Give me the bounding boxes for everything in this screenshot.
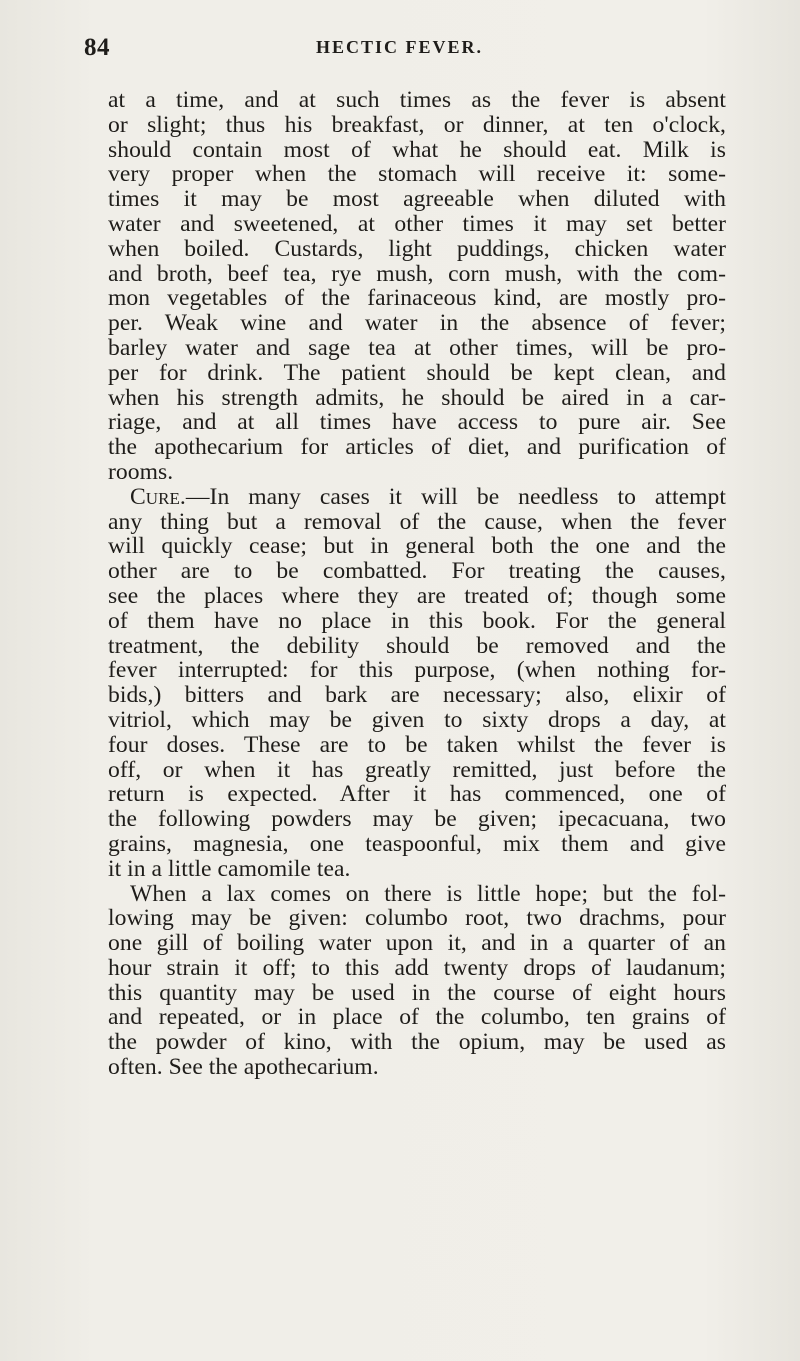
text-line: when his strength admits, he should be aired in a car- [108, 384, 726, 411]
text-line: water and sweetened, at other times it may set better [108, 210, 726, 237]
paragraph-cure [108, 485, 726, 882]
text-line: riage, and at all times have access to pure air. See [108, 409, 726, 436]
text-line: treatment, the debility should be removed and the [108, 632, 726, 659]
text-line: any thing but a removal of the cause, when the fever [108, 508, 726, 535]
cure-intro: —In many cases it will be needless to attempt [185, 483, 726, 510]
text-line: and broth, beef tea, rye mush, corn mush, with the com- [108, 260, 726, 287]
text-line: four doses. These are to be taken whilst the fever is [108, 731, 726, 758]
text-line: lowing may be given: columbo root, two drachms, pour [108, 905, 726, 932]
text-line: other are to be combatted. For treating the causes, [108, 558, 726, 585]
text-line: or slight; thus his breakfast, or dinner, at ten o'clock, [108, 111, 726, 138]
paragraph-lax [108, 882, 726, 1080]
text-line: vitriol, which may be given to sixty drops a day, at [108, 706, 726, 733]
text-line: and repeated, or in place of the columbo, ten grains of [108, 1004, 726, 1031]
text-line: grains, magnesia, one teaspoonful, mix them and give [108, 830, 726, 857]
text-line: times it may be most agreeable when diluted with [108, 186, 726, 213]
text-line [108, 485, 726, 510]
text-line: the following powders may be given; ipecacuana, two [108, 806, 726, 833]
page-number: 84 [84, 34, 110, 61]
text-line: hour strain it off; to this add twenty drops of laudanum; [108, 954, 726, 981]
text-line: per for drink. The patient should be kept clean, and [108, 359, 726, 386]
text-line: the apothecarium for articles of diet, and purification of [108, 434, 726, 461]
cure-heading: Cure. [130, 483, 186, 510]
text-line: often. See the apothecarium. [108, 1054, 379, 1081]
body-text [108, 88, 726, 1080]
text-line: rooms. [108, 458, 174, 485]
text-line: should contain most of what he should eat. Milk is [108, 136, 726, 163]
text-line: the powder of kino, with the opium, may be used as [108, 1029, 726, 1056]
page-title: HECTIC FEVER. [316, 37, 484, 57]
text-line: at a time, and at such times as the fever is absent [108, 87, 726, 113]
paragraph-diet [108, 88, 726, 485]
text-line: it in a little camomile tea. [108, 855, 351, 882]
text-line: of them have no place in this book. For the general [108, 607, 726, 634]
text-line: mon vegetables of the farinaceous kind, are mostly pro- [108, 285, 726, 312]
text-line: very proper when the stomach will receive it: some- [108, 161, 726, 188]
text-line: this quantity may be used in the course of eight hours [108, 979, 726, 1006]
text-line: return is expected. After it has commenced, one of [108, 781, 726, 808]
text-line: barley water and sage tea at other times, will be pro- [108, 334, 726, 361]
running-head [84, 34, 724, 64]
text-line: will quickly cease; but in general both the one and the [108, 533, 726, 560]
text-line: off, or when it has greatly remitted, just before the [108, 756, 726, 783]
text-line: per. Weak wine and water in the absence of fever; [108, 310, 726, 337]
text-line: see the places where they are treated of; though some [108, 582, 726, 609]
text-line: one gill of boiling water upon it, and in a quarter of an [108, 930, 726, 957]
text-line: fever interrupted: for this purpose, (when nothing for- [108, 657, 726, 684]
text-line: bids,) bitters and bark are necessary; also, elixir of [108, 682, 726, 709]
text-line: when boiled. Custards, light puddings, chicken water [108, 235, 726, 262]
text-line: When a lax comes on there is little hope; but the fol- [130, 880, 726, 907]
